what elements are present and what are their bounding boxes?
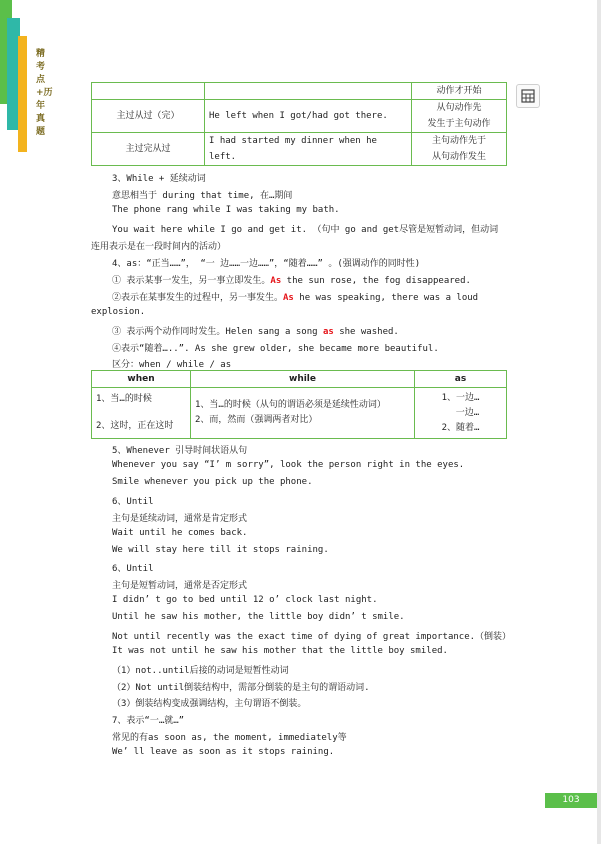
example-line: ②表示在某事发生的过程中，另一事发生。As he was speaking, there was a loud — [112, 293, 479, 303]
text-line: 主句是短暂动词，通常是否定形式 — [112, 581, 248, 591]
cell-note: 动作才开始 — [412, 83, 507, 100]
table-row — [92, 100, 507, 133]
table-header-row — [92, 371, 507, 388]
note-line: （1）not..until后接的动词是短暂性动词 — [112, 666, 289, 676]
cell-when: 1、当…的时候 2、这时，正在这时 — [92, 388, 191, 439]
cell-label: 主过完从过 — [92, 133, 205, 166]
section-heading: 6、Until — [112, 497, 154, 507]
example-line: We will stay here till it stops raining. — [112, 545, 329, 555]
section-heading: 3、While + 延续动词 — [112, 174, 206, 184]
cell-desc: 主句动作先于 从句动作发生 — [412, 133, 507, 166]
example-line: ③ 表示两个动作同时发生。Helen sang a song as she washed. — [112, 327, 399, 337]
col-when: when — [92, 371, 191, 388]
decor-bar-yellow — [18, 36, 27, 152]
table-row — [92, 388, 507, 439]
text-line: 意思相当于 during that time, 在…期间 — [112, 191, 293, 201]
col-while: while — [191, 371, 415, 388]
side-title: 精考点+历年真题 — [36, 49, 53, 137]
note-line: （3）倒装结构变成强调结构，主句谓语不倒装。 — [112, 699, 307, 709]
example-line: Whenever you say “I’ m sorry”, look the person right in the eyes. — [112, 460, 465, 470]
table-row — [92, 83, 507, 100]
example-line: ④表示“随着…..”. As she grew older, she became more beautiful. — [112, 344, 439, 354]
section-heading: 5、Whenever 引导时间状语从句 — [112, 446, 248, 456]
cell-label: 主过从过（完） — [92, 100, 205, 133]
text-line: 连用表示是在一段时间内的活动） — [91, 242, 227, 252]
table-clause-order — [91, 82, 507, 166]
example-line: You wait here while I go and get it. （句中 go and get尽管是短暂动词，但动词 — [112, 225, 499, 235]
cell-desc: 从句动作先 发生于主句动作 — [412, 100, 507, 133]
example-line: I didn’ t go to bed until 12 o’ clock last night. — [112, 595, 378, 605]
example-line: explosion. — [91, 307, 146, 317]
grid-icon[interactable] — [516, 84, 540, 108]
example-line: Not until recently was the exact time of dying of great importance.（倒装） — [112, 632, 512, 642]
cell-example: I had started my dinner when he left. — [205, 133, 412, 166]
example-line: Until he saw his mother, the little boy didn’ t smile. — [112, 612, 405, 622]
section-heading: 6、Until — [112, 564, 154, 574]
page-edge — [597, 0, 601, 844]
note-line: （2）Not until倒装结构中，需部分倒装的是主句的谓语动词. — [112, 683, 370, 693]
text-line: 区分：when / while / as — [112, 360, 232, 370]
col-as: as — [415, 371, 507, 388]
cell-example: He left when I got/had got there. — [205, 100, 412, 133]
text-line: 常见的有as soon as, the moment, immediately等 — [112, 733, 347, 743]
example-line: We’ ll leave as soon as it stops raining. — [112, 747, 335, 757]
table-when-while-as — [91, 370, 507, 439]
example-line: ① 表示某事一发生，另一事立即发生。As the sun rose, the fog disappeared. — [112, 276, 471, 286]
cell-while: 1、当…的时候（从句的谓语必须是延续性动词） 2、而，然而（强调两者对比） — [191, 388, 415, 439]
example-line: It was not until he saw his mother that the little boy smiled. — [112, 646, 448, 656]
page-number: 103 — [545, 793, 597, 808]
example-line: Smile whenever you pick up the phone. — [112, 477, 313, 487]
example-line: The phone rang while I was taking my bath. — [112, 205, 340, 215]
section-heading: 4、as：“正当……”， “一 边……一边……”，“随着……” 。(强调动作的同时性) — [112, 259, 421, 269]
example-line: Wait until he comes back. — [112, 528, 248, 538]
cell-as: 1、一边… 一边… 2、随着… — [415, 388, 507, 439]
table-row — [92, 133, 507, 166]
text-line: 主句是延续动词，通常是肯定形式 — [112, 514, 248, 524]
section-heading: 7、表示“一…就…” — [112, 716, 185, 726]
